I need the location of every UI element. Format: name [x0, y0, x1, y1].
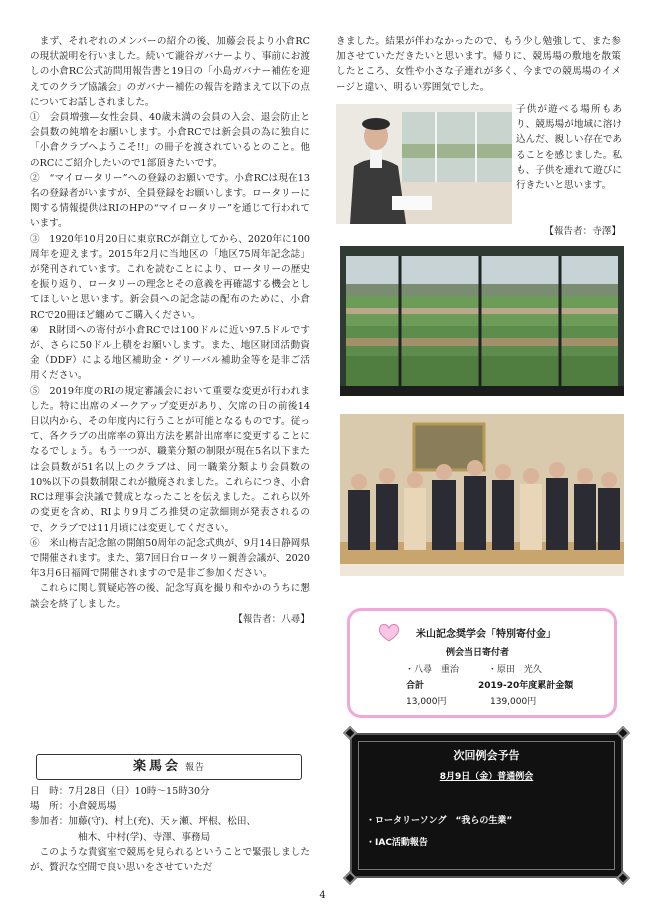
date-label: 日 時： — [30, 786, 69, 797]
rakuba-heading — [36, 754, 302, 780]
rakuba-title: 楽馬会 — [132, 759, 181, 774]
corner-ornament — [616, 726, 630, 740]
rakuba-side-text: 子供が遊べる場所もあり、競馬場が地域に溶け込んだ、親しい存在であることを感じました。私も、子供を連れて遊びに行きたいと思います。 — [516, 104, 622, 192]
rakuba-subtitle: 報告 — [185, 763, 206, 773]
left-column — [30, 34, 310, 627]
item-4: ④ R財団への寄付が小倉RCでは100ドルに近い97.5ドルですが、さらに50ドル上積をお願いします。また、地区財団活動資金（DDF）による地区補助金・グリーバル補助金等を是非ご活用ください。 — [30, 324, 310, 382]
item-1: ① 会員増強—女性会員、40歳未満の会員の入会、退会防止と会員数の純増をお願いします。小倉RCでは新会員の為に独自に「小倉クラブへようこそ!!」の冊子を渡されているとのこと。他のRCにご紹介したいので1部頂きたいです。 — [30, 112, 310, 169]
reporter-terasawa: 【報告者：寺澤】 — [544, 226, 621, 237]
photo-man-at-window — [336, 104, 512, 224]
corner-ornament — [343, 871, 357, 885]
participants-label: 参加者： — [30, 816, 69, 828]
reporter-terasawa-wrap — [336, 224, 621, 239]
heart-icon — [378, 623, 400, 643]
closing-paragraph: これらに関し質疑応答の後、記念写真を撮り和やかのうちに懇談会を終了しました。 — [30, 583, 310, 610]
corner-ornament — [616, 871, 630, 885]
date-value: 7月28日（日）10時〜15時30分 — [68, 786, 210, 797]
participants-line1: 加藤(守)、村上(充)、天ヶ瀬、坪根、松田、 — [68, 816, 257, 828]
rakuba-continuation: きました。結果が伴わなかったので、もう少し勉強して、また参加させていただきたいと思います。帰りに、競馬場の敷地を散策したところ、女性や小さな子連れが多く、今までの競馬場のイメージと違い、明るい雰囲気でした。 — [336, 36, 621, 93]
rakuba-participants-row — [30, 814, 310, 829]
next-meeting-date: 8月9日（金）普通例会 — [439, 772, 534, 782]
item-2: ② “マイロータリー”への登録のお願いです。小倉RCは現在13名の登録者がいますが、全員登録をお願いします。ロータリーに関する情報提供はRIのHPの“マイロータリー”を通じて行われています。 — [30, 172, 310, 230]
yoneyama-donation-box — [347, 608, 617, 718]
item-6: ⑥ 米山梅吉記念館の開館50周年の記念式典が、9月14日静岡県で開催されます。また、第7回日台ロータリー親善会議が、2020年3月6日福岡で開催されますので是非ご参加ください。 — [30, 537, 310, 580]
total-label: 合計 — [406, 681, 425, 691]
donor-2: ・原田 光久 — [487, 665, 542, 675]
right-column — [336, 34, 621, 95]
place-value: 小倉競馬場 — [68, 801, 117, 813]
donor-list — [405, 662, 542, 675]
corner-ornament — [343, 726, 357, 740]
donor-1: ・八尋 重治 — [405, 665, 460, 675]
photo-group — [340, 414, 624, 576]
item-3: ③ 1920年10月20日に東京RCが創立してから、2020年に100周年を迎えます。2015年2月に当地区の「地区75周年記念誌」が発刊されています。これを読むことにより、ロータリーの歴史を振り返り、ロータリーの理念とその意義を再確認する機会としてほしいと思います。新会員への記念誌の配布のために、小倉RCで20冊ほど纏めてご購入ください。 — [30, 233, 310, 321]
right-side-text — [516, 102, 622, 193]
intro-paragraph: まず、それぞれのメンバーの紹介の後、加藤会長より小倉RCの現状説明を行いました。続いて瀧谷ガバナーより、事前にお渡しの小倉RC公式訪問用報告書と19日の「小島ガバナー補佐を迎えてのクラブ協議会」のガバナー補佐の報告を踏まえて以下の点についてお話しされました。 — [30, 36, 310, 108]
item-5: ⑤ 2019年度のRIの規定審議会において重要な変更が行われました。特に出席のメークアップ変更があり、欠席の日の前後14日以内から、その年度内に行うことが可能となるものです。従って、各クラブの出席率の算出方法を累計出席率に変更することになるでしょう。もう一つが、職業分類の制限が現在5名以下または会員数が51名以上のクラブは、同一職業分類より会員数の10%以下の員数制限これが撤廃されました。これらにつき、小倉RCは理事会決議で賛成となったことを伝えました。これら以外の変更を含め、RIより9月ごろ推奨の定款細則が発表されるので、クラブでは11月頃には変更してください。 — [30, 385, 310, 534]
photo-racecourse — [340, 246, 624, 396]
page-number: 4 — [319, 890, 326, 901]
rakuba-place-row — [30, 799, 310, 814]
place-label: 場 所： — [30, 801, 69, 813]
reporter-yahiro: 【報告者：八尋】 — [233, 613, 310, 625]
annual-label: 2019-20年度累計金額 — [478, 681, 574, 691]
rakuba-text: このような貴賓室で競馬を見られるということで緊張しましたが、贅沢な空間で良い思いをさせていただ — [30, 846, 310, 874]
next-meeting-item-1: ・ロータリーソング “我らの生業” — [366, 816, 513, 826]
next-meeting-title: 次回例会予告 — [453, 749, 520, 762]
rakuba-date-row — [30, 784, 310, 799]
yoneyama-subtitle: 例会当日寄付者 — [446, 648, 510, 658]
rakuba-body — [30, 784, 310, 875]
next-meeting-box — [350, 733, 623, 878]
next-meeting-item-2: ・IAC活動報告 — [366, 838, 428, 848]
annual-value: 139,000円 — [490, 697, 537, 707]
rakuba-participants-row2: 柚木、中村(学)、寺澤、事務局 — [78, 831, 211, 843]
yoneyama-title: 米山記念奨学会「特別寄付金」 — [416, 629, 556, 640]
total-value: 13,000円 — [406, 697, 447, 707]
